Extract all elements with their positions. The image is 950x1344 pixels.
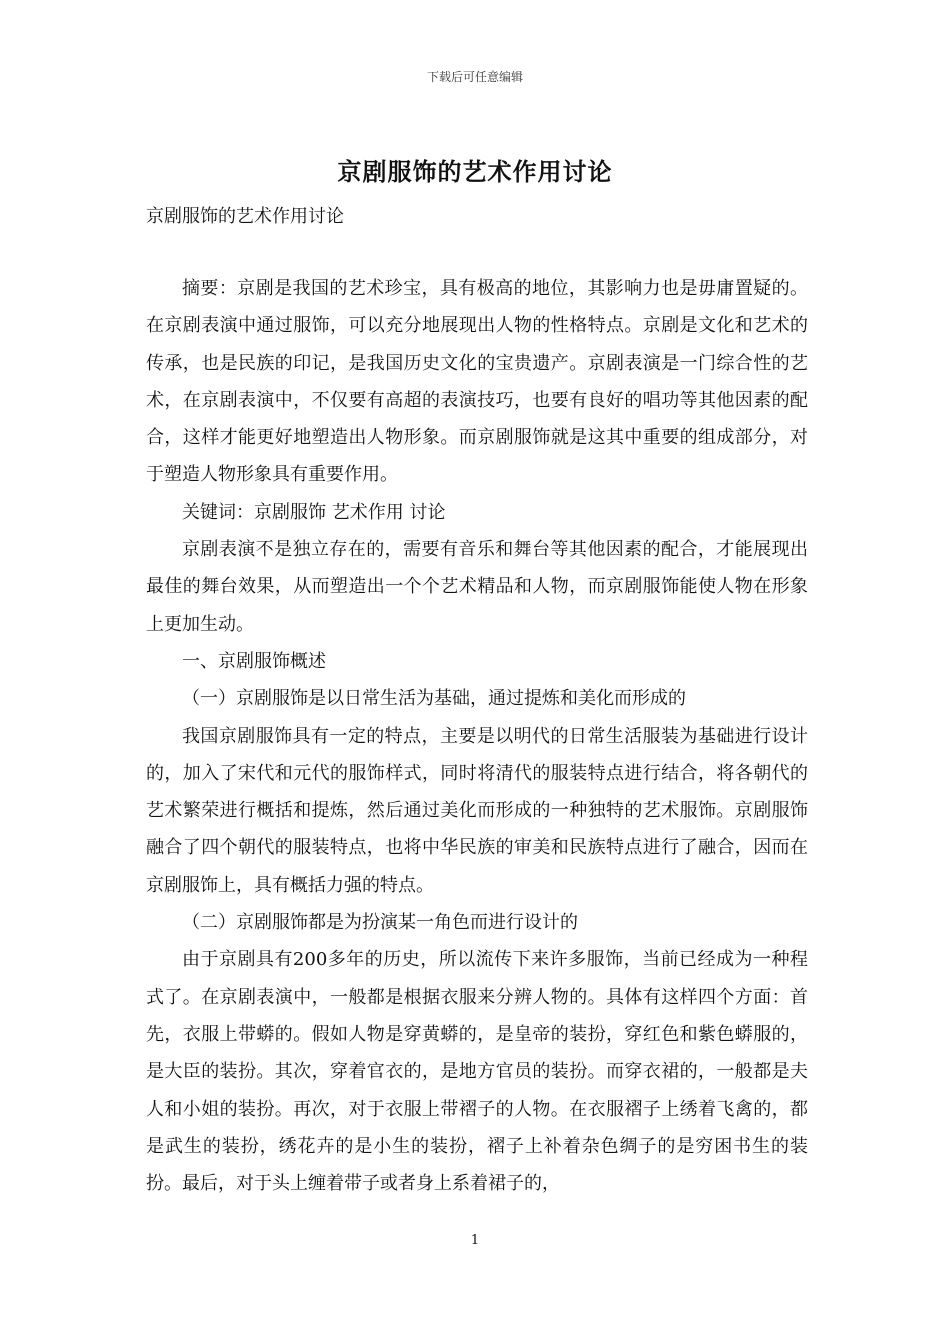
header-note: 下载后可任意编辑 [426,70,523,84]
body-paragraph: 由于京剧具有200多年的历史，所以流传下来许多服饰，当前已经成为一种程式了。在京剧表演中，一般都是根据衣服来分辨人物的。具体有这样四个方面：首先，衣服上带蟒的。假如人物是穿黄蟒的，是皇帝的装扮，穿红色和紫色蟒服的，是大臣的装扮。其次，穿着官衣的，是地方官员的装扮。而穿衣裙的，一般都是夫人和小姐的装扮。再次，对于衣服上带褶子的人物。在衣服褶子上绣着飞禽的，都是武生的装扮，绣花卉的是小生的装扮，褶子上补着杂色绸子的是穷困书生的装扮。最后，对于头上缠着带子或者身上系着裙子的， [146,949,808,1195]
subsection-heading: （一）京剧服饰是以日常生活为基础，通过提炼和美化而形成的 [182,688,686,710]
intro-paragraph: 京剧表演不是独立存在的，需要有音乐和舞台等其他因素的配合，才能展现出最佳的舞台效果，从而塑造出一个个艺术精品和人物，而京剧服饰能使人物在形象上更加生动。 [146,539,808,635]
keywords-paragraph: 关键词：京剧服饰 艺术作用 讨论 [182,501,446,523]
body-paragraph: 我国京剧服饰具有一定的特点，主要是以明代的日常生活服装为基础进行设计的，加入了宋代和元代的服饰样式，同时将清代的服装特点进行结合，将各朝代的艺术繁荣进行概括和提炼，然后通过美化而形成的一种独特的艺术服饰。京剧服饰融合了四个朝代的服装特点，也将中华民族的审美和民族特点进行了融合，因而在京剧服饰上，具有概括力强的特点。 [146,725,808,896]
document-title: 京剧服饰的艺术作用讨论 [337,157,613,186]
body-text [146,270,808,1202]
subsection-heading: （二）京剧服饰都是为扮演某一角色而进行设计的 [182,912,578,934]
document-subtitle: 京剧服饰的艺术作用讨论 [146,206,344,227]
page-number: 1 [470,1233,480,1248]
abstract-paragraph: 摘要：京剧是我国的艺术珍宝，具有极高的地位，其影响力也是毋庸置疑的。在京剧表演中通过服饰，可以充分地展现出人物的性格特点。京剧是文化和艺术的传承，也是民族的印记，是我国历史文化的宝贵遗产。京剧表演是一门综合性的艺术，在京剧表演中，不仅要有高超的表演技巧，也要有良好的唱功等其他因素的配合，这样才能更好地塑造出人物形象。而京剧服饰就是这其中重要的组成部分，对于塑造人物形象具有重要作用。 [146,278,808,486]
section-heading: 一、京剧服饰概述 [182,650,326,672]
